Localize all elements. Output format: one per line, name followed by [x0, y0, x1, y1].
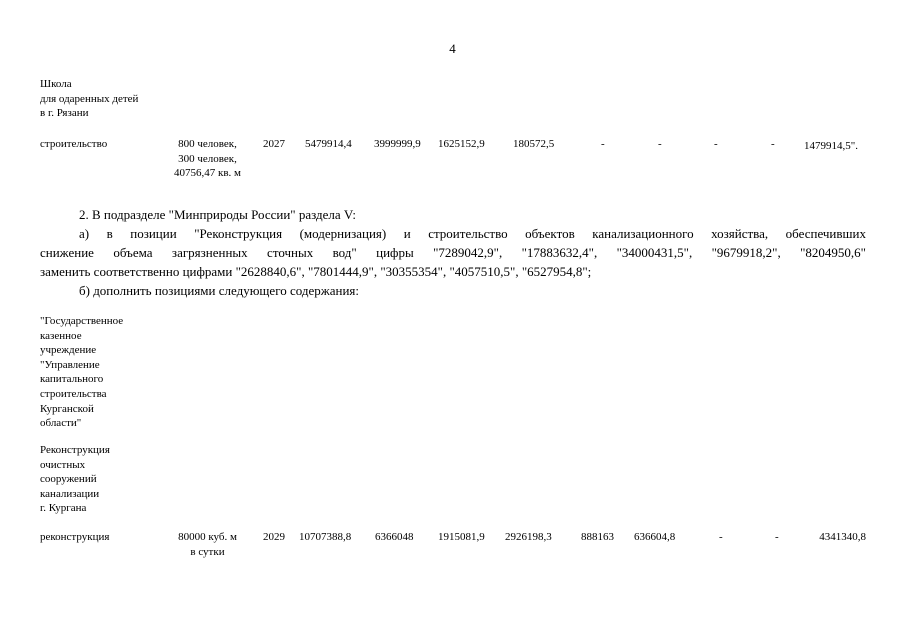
dash-cell: - — [719, 531, 723, 543]
title-line: в г. Рязани — [40, 107, 89, 120]
value-cell-last: 4341340,8 — [819, 531, 866, 543]
object-title-school — [40, 77, 138, 121]
dash-cell: - — [775, 531, 779, 543]
org-line: "Управление — [40, 358, 100, 371]
capacity-line: 300 человек, — [178, 152, 237, 165]
org-line: капитального — [40, 373, 104, 386]
year-cell: 2029 — [263, 531, 285, 543]
organization-name — [40, 314, 123, 431]
amendment-item-a-line3: заменить соответственно цифрами "2628840,6", "7801444,9", "30355354", "4057510,5", "6527954,8"; — [40, 264, 592, 279]
capacity-line: в сутки — [190, 545, 225, 558]
capacity-line: 800 человек, — [178, 138, 237, 150]
amendment-item-a-line2: снижение объема загрязненных сточных вод" цифры "7289042,9", "17883632,4", "34000431,5", "9679918,2", "8204950,6" — [40, 245, 866, 260]
year-cell: 2027 — [263, 138, 285, 150]
value-cell: 10707388,8 — [299, 531, 352, 543]
value-cell: 2926198,3 — [505, 531, 552, 543]
value-cell: 888163 — [581, 531, 614, 543]
capacity — [160, 530, 255, 559]
capacity-line: 80000 куб. м — [178, 531, 237, 543]
dash-cell: - — [771, 138, 775, 150]
value-cell: 3999999,9 — [374, 138, 421, 150]
dash-cell: - — [658, 138, 662, 150]
org-line: Курганской — [40, 402, 94, 415]
page-number: 4 — [449, 41, 456, 56]
value-cell: 636604,8 — [634, 531, 676, 543]
value-cell: 180572,5 — [513, 138, 555, 150]
amendment-item-b: б) дополнить позициями следующего содержания: — [79, 283, 359, 298]
org-line: учреждение — [40, 344, 97, 357]
work-type: реконструкция — [40, 531, 110, 543]
org-line: строительства — [40, 387, 107, 400]
title-line: Школа — [40, 78, 72, 90]
amendment-item-2: 2. В подразделе "Минприроды России" раздела V: — [79, 207, 356, 222]
capacity — [160, 137, 255, 181]
value-cell-last: 1479914,5". — [804, 140, 858, 152]
org-line: области" — [40, 417, 82, 430]
work-type: строительство — [40, 138, 108, 150]
object-title-treatment — [40, 443, 110, 516]
value-cell: 1625152,9 — [438, 138, 485, 150]
object-line: сооружений — [40, 473, 97, 486]
object-line: г. Кургана — [40, 502, 87, 515]
object-line: очистных — [40, 458, 86, 471]
org-line: "Государственное — [40, 315, 124, 327]
dash-cell: - — [601, 138, 605, 150]
value-cell: 6366048 — [375, 531, 414, 543]
amendment-item-a-line1: а) в позиции "Реконструкция (модернизация) и строительство объектов канализационного хозяйства, обеспечивших — [79, 226, 866, 241]
capacity-line: 40756,47 кв. м — [174, 167, 241, 180]
object-line: Реконструкция — [40, 444, 110, 456]
title-line: для одаренных детей — [40, 92, 139, 105]
org-line: казенное — [40, 329, 82, 342]
value-cell: 1915081,9 — [438, 531, 485, 543]
dash-cell: - — [714, 138, 718, 150]
value-cell: 5479914,4 — [305, 138, 352, 150]
object-line: канализации — [40, 487, 100, 500]
